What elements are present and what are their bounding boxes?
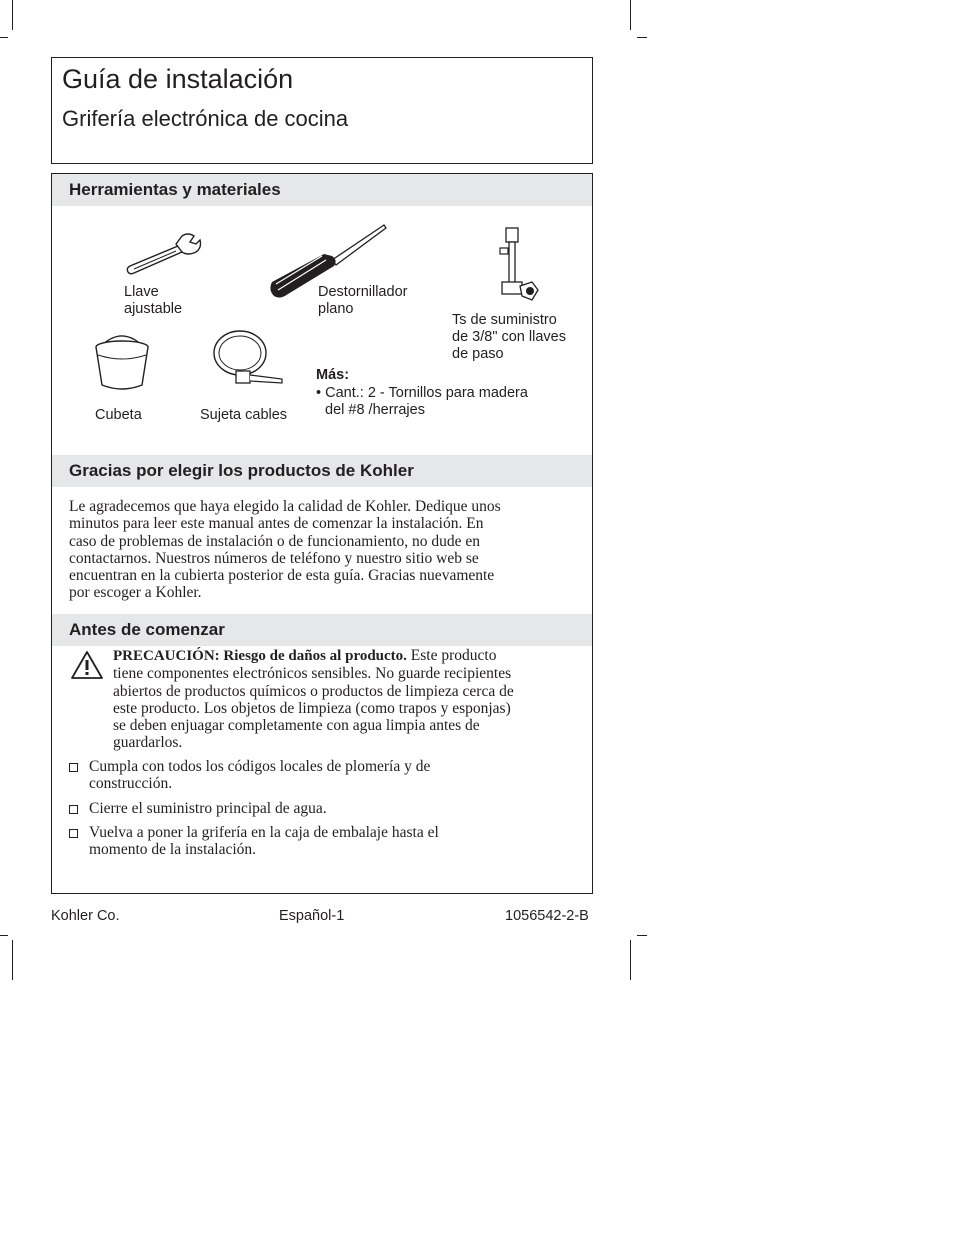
cable-tie-icon [210,327,285,389]
list-item: Cierre el suministro principal de agua. [69,800,579,817]
content-box [51,173,593,894]
tool-label-bucket: Cubeta [95,407,142,423]
page-title: Guía de instalación [62,64,294,94]
checkbox-square-icon [69,805,78,814]
warning-icon [70,650,104,680]
crop-mark [637,935,647,936]
crop-mark [12,940,13,980]
tool-label-supply-tee: Ts de suministro de 3/8" con llaves de paso [452,312,566,362]
caution-text: PRECAUCIÓN: Riesgo de daños al producto. Este producto tiene componentes electrónicos sensibles. No guarde recipientes abiertos de productos químicos o productos de limpieza cerca de este producto. Los objetos de limpieza (como trapos y esponjas) se deben enjuagar completamente con agua limpia antes de guardarlos. [113,647,514,752]
tool-label-cable-tie: Sujeta cables [200,407,288,423]
footer-page-number: Español-1 [279,908,345,924]
crop-mark [630,0,631,30]
checkbox-square-icon [69,763,78,772]
more-heading: Más: [316,367,350,383]
footer-company: Kohler Co. [51,908,120,924]
section-header-thanks [52,455,592,487]
page-subtitle: Grifería electrónica de cocina [62,106,349,131]
section-heading: Gracias por elegir los productos de Kohler [69,461,414,480]
bucket-icon [92,329,152,394]
list-item: Vuelva a poner la grifería en la caja de embalaje hasta el momento de la instalación. [69,824,579,859]
section-heading: Antes de comenzar [69,620,225,639]
section-header-before [52,614,592,646]
tool-label-wrench: Llave ajustable [124,284,183,317]
crop-mark [0,935,8,936]
section-heading: Herramientas y materiales [69,180,281,199]
caution-label: PRECAUCIÓN: Riesgo de daños al producto. [113,648,407,664]
checkbox-square-icon [69,829,78,838]
supply-tee-icon [492,224,547,314]
crop-mark [0,37,8,38]
adjustable-wrench-icon [124,232,204,277]
more-item: • Cant.: 2 - Tornillos para madera del #8 /herrajes [316,385,528,418]
title-block [51,57,593,164]
section-header-tools [52,174,592,206]
crop-mark [630,940,631,980]
footer-doc-number: 1056542-2-B [505,908,589,924]
crop-mark [12,0,13,30]
list-item: Cumpla con todos los códigos locales de plomería y de construcción. [69,758,579,793]
tool-label-screwdriver: Destornillador plano [318,284,408,317]
thanks-paragraph: Le agradecemos que haya elegido la calidad de Kohler. Dedique unos minutos para leer este manual antes de comenzar la instalación. En caso de problemas de instalación o de funcionamiento, no dude en contactarnos. Nuestros números de teléfono y nuestro sitio web se encuentran en la cubierta posterior de esta guía. Gracias nuevamente por escoger a Kohler. [69,498,501,602]
crop-mark [637,37,647,38]
